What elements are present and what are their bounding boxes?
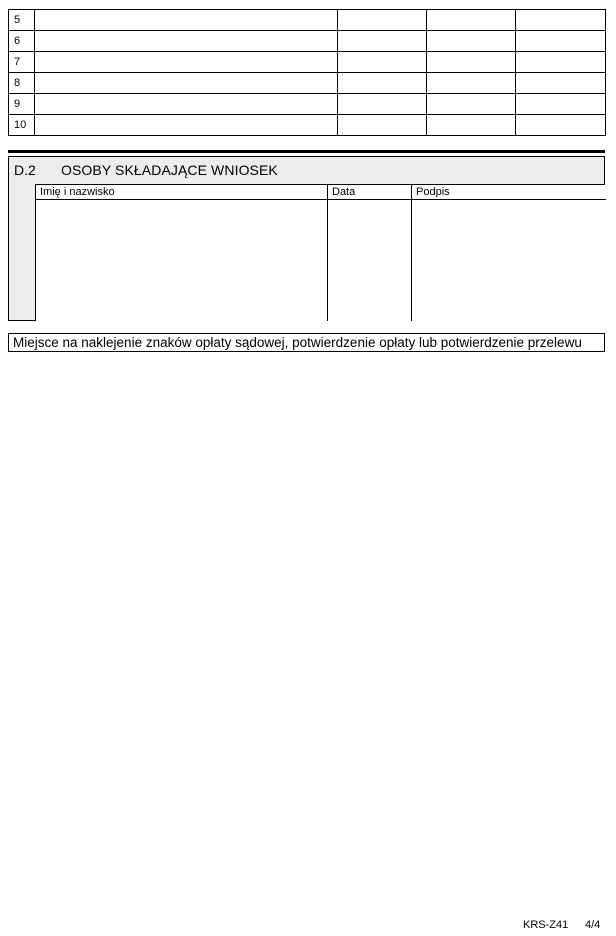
name-column bbox=[36, 185, 328, 321]
applicants-table bbox=[35, 184, 605, 321]
table-row bbox=[9, 115, 606, 136]
row-cell-main[interactable] bbox=[35, 52, 338, 73]
table-row bbox=[9, 94, 606, 115]
row-cell-main[interactable] bbox=[35, 73, 338, 94]
row-cell[interactable] bbox=[338, 31, 427, 52]
date-column-header: Data bbox=[328, 185, 411, 200]
row-number: 6 bbox=[9, 31, 35, 52]
row-cell-main[interactable] bbox=[35, 94, 338, 115]
row-cell-main[interactable] bbox=[35, 10, 338, 31]
applicants-frame bbox=[8, 156, 605, 321]
signature-column-header: Podpis bbox=[412, 185, 606, 200]
row-number: 9 bbox=[9, 94, 35, 115]
table-row bbox=[9, 52, 606, 73]
row-cell[interactable] bbox=[427, 94, 516, 115]
row-cell[interactable] bbox=[427, 115, 516, 136]
row-number: 7 bbox=[9, 52, 35, 73]
row-cell[interactable] bbox=[516, 31, 606, 52]
row-cell[interactable] bbox=[338, 94, 427, 115]
court-fee-box: Miejsce na naklejenie znaków opłaty sądowej, potwierdzenie opłaty lub potwierdzenie przelewu bbox=[8, 333, 605, 352]
row-number: 10 bbox=[9, 115, 35, 136]
row-cell[interactable] bbox=[516, 52, 606, 73]
form-code: KRS-Z41 bbox=[523, 919, 569, 931]
row-cell[interactable] bbox=[427, 73, 516, 94]
name-column-header: Imię i nazwisko bbox=[36, 185, 327, 200]
page-number: 4/4 bbox=[585, 919, 601, 931]
row-cell[interactable] bbox=[427, 31, 516, 52]
section-title: OSOBY SKŁADAJĄCE WNIOSEK bbox=[61, 162, 278, 178]
row-cell[interactable] bbox=[338, 73, 427, 94]
applicants-section bbox=[8, 150, 605, 318]
row-number: 5 bbox=[9, 10, 35, 31]
section-code: D.2 bbox=[14, 162, 36, 178]
row-cell[interactable] bbox=[427, 10, 516, 31]
row-cell[interactable] bbox=[338, 52, 427, 73]
row-cell[interactable] bbox=[427, 52, 516, 73]
table-row bbox=[9, 31, 606, 52]
row-cell[interactable] bbox=[516, 94, 606, 115]
section-header bbox=[9, 157, 604, 184]
numbered-rows-table bbox=[8, 9, 606, 136]
row-cell-main[interactable] bbox=[35, 31, 338, 52]
table-row bbox=[9, 73, 606, 94]
row-cell[interactable] bbox=[516, 115, 606, 136]
row-cell-main[interactable] bbox=[35, 115, 338, 136]
table-row bbox=[9, 10, 606, 31]
row-cell[interactable] bbox=[338, 115, 427, 136]
row-cell[interactable] bbox=[516, 73, 606, 94]
row-cell[interactable] bbox=[338, 10, 427, 31]
signature-column bbox=[412, 185, 606, 321]
date-column bbox=[328, 185, 412, 321]
row-cell[interactable] bbox=[516, 10, 606, 31]
row-number: 8 bbox=[9, 73, 35, 94]
